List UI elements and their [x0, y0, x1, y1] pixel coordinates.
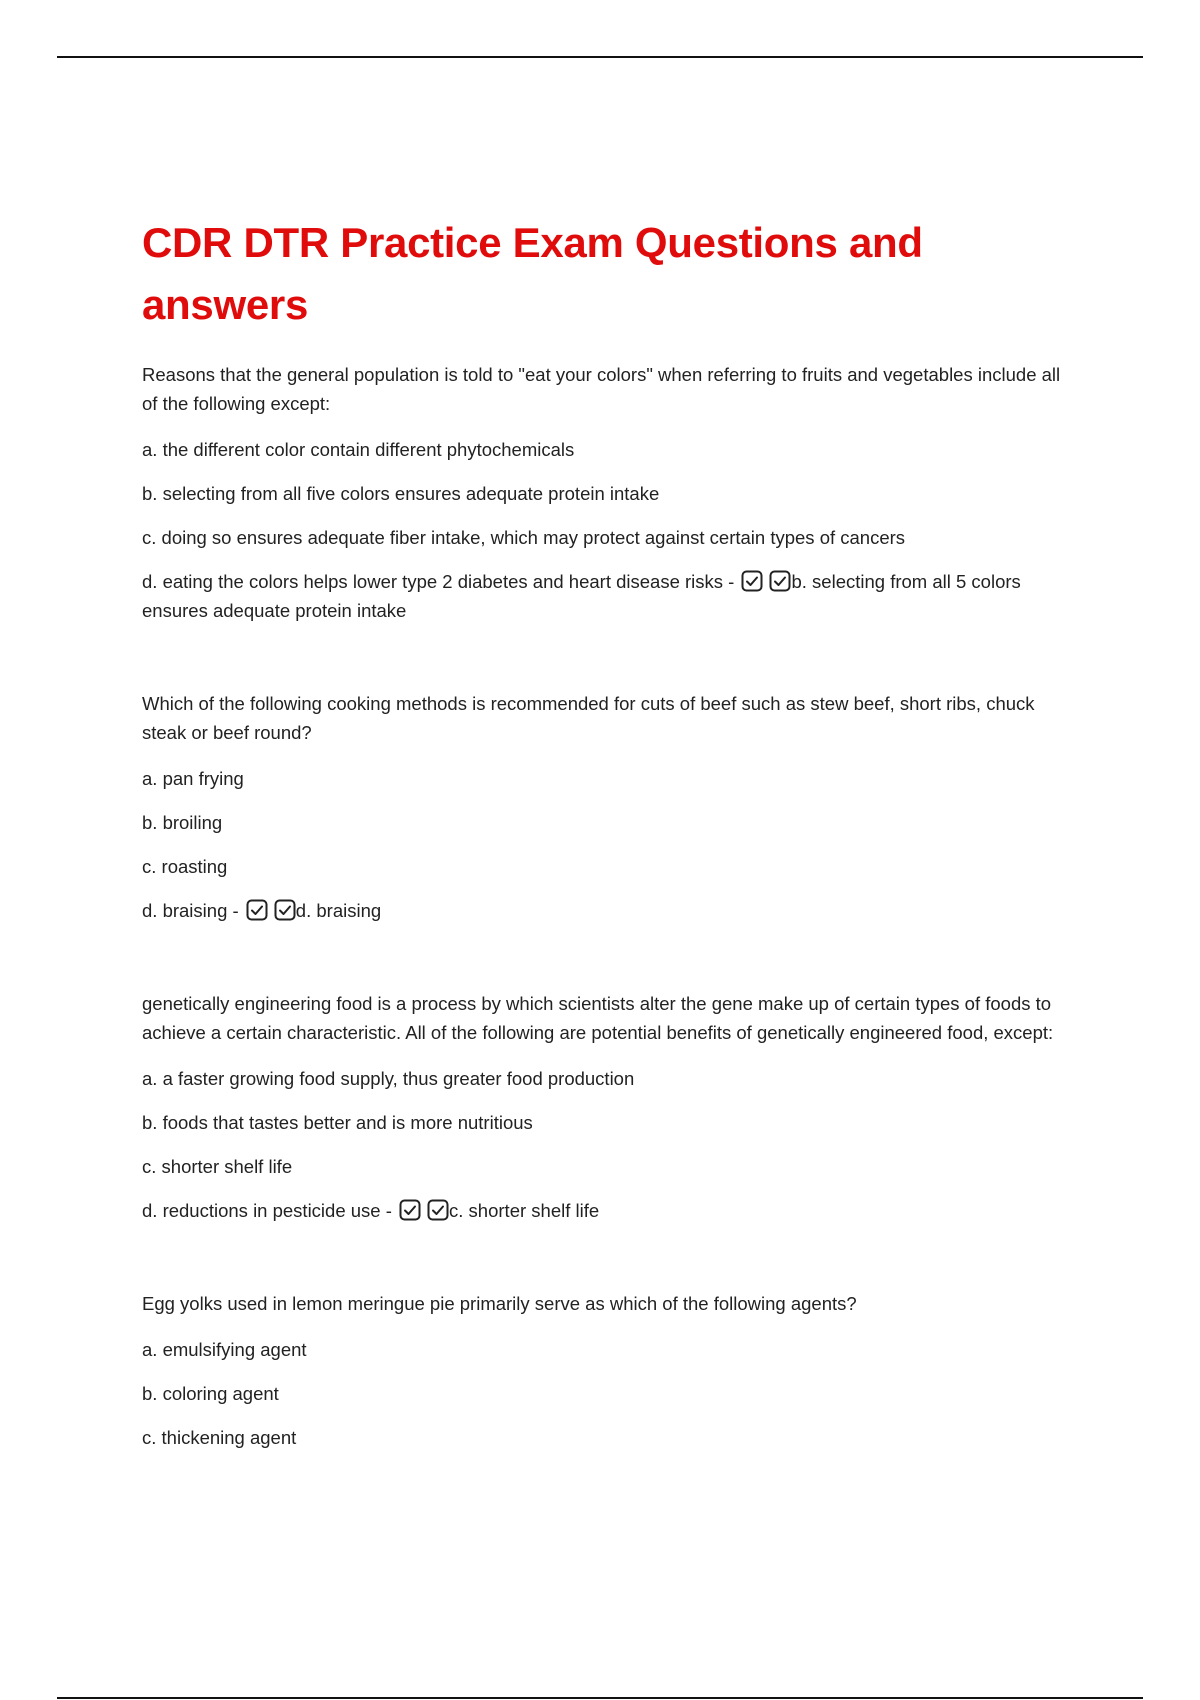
document-body: [142, 212, 1062, 1467]
option-b: b. broiling: [142, 812, 223, 833]
option-a: a. emulsifying agent: [142, 1339, 307, 1360]
checked-box-icon: [427, 1199, 449, 1221]
option-b: b. selecting from all five colors ensures adequate protein intake: [142, 483, 660, 504]
answer-text: d. braising: [295, 900, 382, 921]
top-rule: [57, 56, 1143, 58]
option-c: c. roasting: [142, 856, 228, 877]
option-a: a. a faster growing food supply, thus greater food production: [142, 1068, 635, 1089]
question-text: genetically engineering food is a process by which scientists alter the gene make up of certain types of foods to achieve a certain characteristic. All of the following are potential benefits of genetically engineered food, except:: [142, 993, 1054, 1043]
checked-box-icon: [399, 1199, 421, 1221]
question-block-4: [142, 1289, 1062, 1452]
answer-text: b. selecting from all 5 colors ensures adequate protein intake: [142, 571, 1021, 621]
option-c: c. shorter shelf life: [142, 1156, 293, 1177]
bottom-rule: [57, 1697, 1143, 1699]
checked-box-icon: [769, 570, 791, 592]
option-d: d. reductions in pesticide use -: [142, 1200, 392, 1221]
option-d-with-answer: [142, 896, 1062, 925]
question-text: Reasons that the general population is told to "eat your colors" when referring to fruits and vegetables include all of the following except:: [142, 364, 1061, 414]
question-text: Which of the following cooking methods is recommended for cuts of beef such as stew beef, short ribs, chuck steak or beef round?: [142, 693, 1035, 743]
answer-text: c. shorter shelf life: [449, 1200, 600, 1221]
checked-box-icon: [274, 899, 296, 921]
option-d-with-answer: [142, 1196, 1062, 1225]
title-line-2: answers: [142, 281, 309, 328]
option-c: c. doing so ensures adequate fiber intake, which may protect against certain types of cancers: [142, 527, 906, 548]
checked-box-icon: [741, 570, 763, 592]
option-a: a. the different color contain different phytochemicals: [142, 439, 575, 460]
option-d: d. braising -: [142, 900, 239, 921]
question-block-3: [142, 989, 1062, 1225]
option-a: a. pan frying: [142, 768, 244, 789]
option-d-with-answer: [142, 567, 1062, 625]
title-line-1: CDR DTR Practice Exam Questions and: [142, 219, 923, 266]
option-d: d. eating the colors helps lower type 2 diabetes and heart disease risks -: [142, 571, 735, 592]
option-b: b. foods that tastes better and is more nutritious: [142, 1112, 533, 1133]
option-b: b. coloring agent: [142, 1383, 279, 1404]
question-block-2: [142, 689, 1062, 925]
checked-box-icon: [246, 899, 268, 921]
document-title: [142, 212, 1062, 336]
option-c: c. thickening agent: [142, 1427, 297, 1448]
question-block-1: [142, 360, 1062, 625]
question-text: Egg yolks used in lemon meringue pie primarily serve as which of the following agents?: [142, 1293, 857, 1314]
